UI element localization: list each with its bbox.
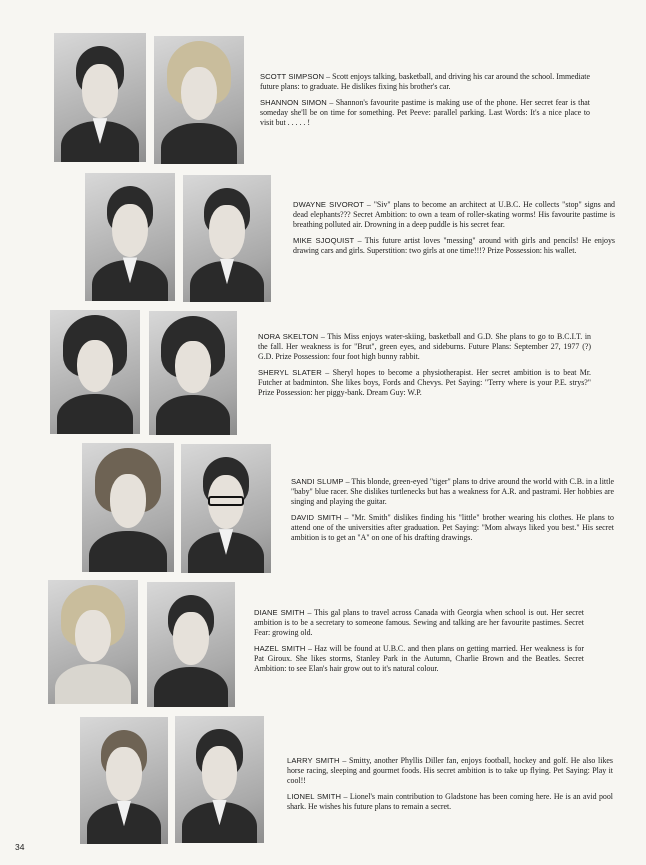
- bio-text: This gal plans to travel across Canada with Georgia when school is out. Her secret ambition is to be a secretary to someone famous. Sewing and talking are her favourite pastimes. Secret Fear: growing old.: [254, 608, 584, 637]
- student-name: DIANE SMITH: [254, 608, 305, 617]
- student-name: MIKE SJOQUIST: [293, 236, 355, 245]
- bio-entry: LARRY SMITH – Smitty, another Phyllis Diller fan, enjoys football, hockey and golf. He also likes horse racing, sleeping and gourmet foods. His secret ambition is to take up flying. Pet Saying: Play it cool!!: [287, 756, 613, 785]
- portrait-dwayne-sivorot: [85, 173, 175, 301]
- student-name: SHANNON SIMON: [260, 98, 327, 107]
- bio-text: Haz will be found at U.B.C. and then plans on getting married. Her weakness is for Pat Giroux. She likes storms, Stanley Park in the Autumn, Charlie Brown and the Beatles. Secret Ambition: to see Elan's hair grow out to it's natural colour.: [254, 644, 584, 673]
- entry-block: [291, 477, 614, 549]
- portrait-david-smith: [181, 444, 271, 573]
- portrait-larry-smith: [80, 717, 168, 844]
- student-name: SCOTT SIMPSON: [260, 72, 325, 81]
- bio-text: This blonde, green-eyed "tiger" plans to drive around the world with C.B. in a little "baby" blue racer. She dislikes turtlenecks but has a weakness for A.R. and pastrami. Her hobbies are singing and playing the guitar.: [291, 477, 614, 506]
- bio-entry: HAZEL SMITH – Haz will be found at U.B.C. and then plans on getting married. Her weakness is for Pat Giroux. She likes storms, Stanley Park in the Autumn, Charlie Brown and the Beatles. Secret Ambition: to see Elan's hair grow out to it's natural colour.: [254, 644, 584, 673]
- bio-text: "Mr. Smith" dislikes finding his "little" brother wearing his clothes. He plans to attend one of the universities after graduation. Pet Saying: "Mom always liked you best." His secret ambition is to get an "A" on one of his drafting drawings.: [291, 513, 614, 542]
- portrait-diane-smith: [48, 580, 138, 704]
- bio-text: Shannon's favourite pastime is making use of the phone. Her secret fear is that someday she'll be on time for something. Pet Peeve: parallel parking. Last Words: It's a nice place to visit but . . . . . !: [260, 98, 590, 127]
- student-name: DAVID SMITH: [291, 513, 342, 522]
- student-name: LARRY SMITH: [287, 756, 340, 765]
- bio-entry: LIONEL SMITH – Lionel's main contribution to Gladstone has been coming here. He is an avid pool shark. He wishes his future plans to remain a secret.: [287, 792, 613, 811]
- student-name: LIONEL SMITH: [287, 792, 342, 801]
- bio-entry: MIKE SJOQUIST – This future artist loves "messing" around with girls and pencils! He enjoys drawing cars and girls. Superstition: two girls at one time!!!? Prize Possession: his wallet.: [293, 236, 615, 255]
- student-name: SHERYL SLATER: [258, 368, 322, 377]
- bio-entry: DIANE SMITH – This gal plans to travel across Canada with Georgia when school is out. Her secret ambition is to be a secretary to someone famous. Sewing and talking are her favourite pastimes. Secret Fear: growing old.: [254, 608, 584, 637]
- entry-block: [260, 72, 590, 134]
- portrait-mike-sjoquist: [183, 175, 271, 302]
- bio-entry: SCOTT SIMPSON – Scott enjoys talking, basketball, and driving his car around the school. Immediate future plans: to graduate. He dislikes fixing his brother's car.: [260, 72, 590, 91]
- portrait-nora-skelton: [50, 310, 140, 434]
- portrait-hazel-smith: [147, 582, 235, 707]
- portrait-sheryl-slater: [149, 311, 237, 435]
- bio-entry: SHANNON SIMON – Shannon's favourite pastime is making use of the phone. Her secret fear is that someday she'll be on time for something. Pet Peeve: parallel parking. Last Words: It's a nice place to visit but . . . . . !: [260, 98, 590, 127]
- bio-text: Scott enjoys talking, basketball, and driving his car around the school. Immediate future plans: to graduate. He dislikes fixing his brother's car.: [260, 72, 590, 91]
- bio-text: Sheryl hopes to become a physiotherapist. Her secret ambition is to beat Mr. Futcher at badminton. She likes boys, Fords and Chevys. Pet Saying: "Terry where is your P.E. strys?" Prize Possession: her piggy-bank. Dream Guy: W.P.: [258, 368, 591, 397]
- bio-entry: NORA SKELTON – This Miss enjoys water-skiing, basketball and G.D. She plans to go to B.C.I.T. in the fall. Her weakness is for "Brut", green eyes, and sideburns. Future Plans: September 27, 1977 (?) G.D. Prize Possession: four foot high bunny rabbit.: [258, 332, 591, 361]
- entry-block: [287, 756, 613, 818]
- entry-block: [258, 332, 591, 404]
- student-name: HAZEL SMITH: [254, 644, 306, 653]
- page-number: 34: [15, 842, 25, 852]
- portrait-lionel-smith: [175, 716, 264, 843]
- bio-entry: SANDI SLUMP – This blonde, green-eyed "tiger" plans to drive around the world with C.B. in a little "baby" blue racer. She dislikes turtlenecks but has a weakness for A.R. and pastrami. Her hobbies are singing and playing the guitar.: [291, 477, 614, 506]
- portrait-sandi-slump: [82, 443, 174, 572]
- student-name: NORA SKELTON: [258, 332, 319, 341]
- student-name: SANDI SLUMP: [291, 477, 344, 486]
- entry-block: [254, 608, 584, 680]
- bio-text: This future artist loves "messing" around with girls and pencils! He enjoys drawing cars and girls. Superstition: two girls at one time!!!? Prize Possession: his wallet.: [293, 236, 615, 255]
- student-name: DWAYNE SIVOROT: [293, 200, 365, 209]
- entry-block: [293, 200, 615, 262]
- portrait-scott-simpson: [54, 33, 146, 162]
- portrait-shannon-simon: [154, 36, 244, 164]
- bio-text: This Miss enjoys water-skiing, basketball and G.D. She plans to go to B.C.I.T. in the fall. Her weakness is for "Brut", green eyes, and sideburns. Future Plans: September 27, 1977 (?) G.D. Prize Possession: four foot high bunny rabbit.: [258, 332, 591, 361]
- bio-text: Smitty, another Phyllis Diller fan, enjoys football, hockey and golf. He also likes horse racing, sleeping and gourmet foods. His secret ambition is to take up flying. Pet Saying: Play it cool!!: [287, 756, 613, 785]
- bio-entry: DWAYNE SIVOROT – "Siv" plans to become an architect at U.B.C. He collects "stop" signs and dead elephants??? Secret Ambition: to own a team of roller-skating worms! His favourite pastime is breathing polluted air. Drowning in a deep puddle is his secret fear.: [293, 200, 615, 229]
- bio-entry: DAVID SMITH – "Mr. Smith" dislikes finding his "little" brother wearing his clothes. He plans to attend one of the universities after graduation. Pet Saying: "Mom always liked you best." His secret ambition is to get an "A" on one of his drafting drawings.: [291, 513, 614, 542]
- bio-text: Lionel's main contribution to Gladstone has been coming here. He is an avid pool shark. He wishes his future plans to remain a secret.: [287, 792, 613, 811]
- bio-text: "Siv" plans to become an architect at U.B.C. He collects "stop" signs and dead elephants??? Secret Ambition: to own a team of roller-skating worms! His favourite pastime is breathing polluted air. Drowning in a deep puddle is his secret fear.: [293, 200, 615, 229]
- bio-entry: SHERYL SLATER – Sheryl hopes to become a physiotherapist. Her secret ambition is to beat Mr. Futcher at badminton. She likes boys, Fords and Chevys. Pet Saying: "Terry where is your P.E. strys?" Prize Possession: her piggy-bank. Dream Guy: W.P.: [258, 368, 591, 397]
